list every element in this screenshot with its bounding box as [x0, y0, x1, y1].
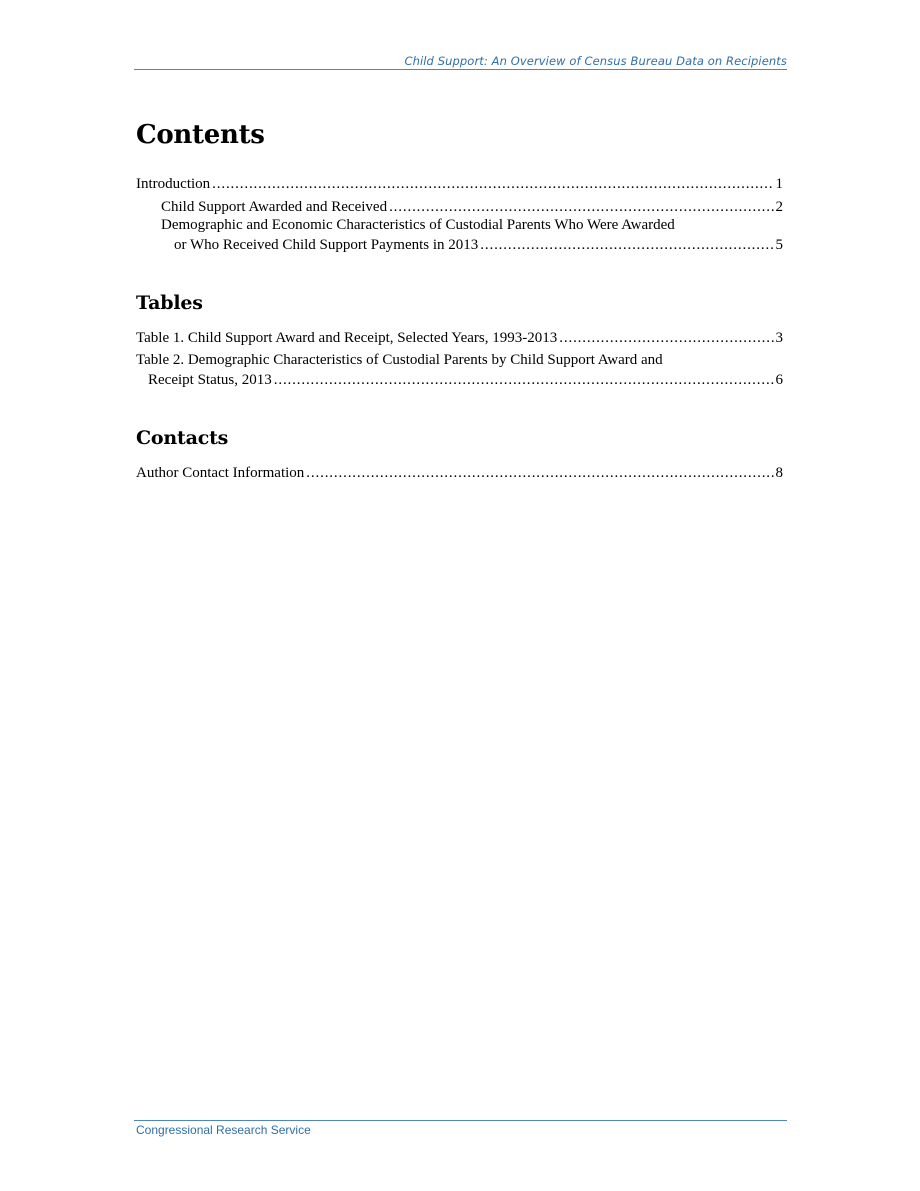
- toc-entry-label-line2: Receipt Status, 2013: [148, 372, 272, 388]
- dot-leader: [306, 463, 773, 483]
- toc-entry-page: 5: [775, 237, 783, 253]
- tables-title: Tables: [136, 292, 203, 314]
- toc-entry-label: Introduction: [136, 176, 211, 192]
- toc-entry-label: Author Contact Information: [136, 465, 305, 481]
- dot-leader: [389, 197, 773, 217]
- toc-entry-page: 1: [775, 176, 783, 192]
- toc-entry-author-contact[interactable]: [136, 463, 783, 483]
- toc-entry-introduction[interactable]: [136, 174, 783, 194]
- contacts-title: Contacts: [136, 427, 229, 449]
- running-header: Child Support: An Overview of Census Bureau Data on Recipients: [404, 54, 787, 68]
- toc-entry-page: 6: [775, 372, 783, 388]
- toc-entry-label-line1: Demographic and Economic Characteristics of Custodial Parents Who Were Awarded: [161, 217, 675, 233]
- toc-entry-label: Child Support Awarded and Received: [161, 199, 388, 215]
- toc-entry-label-line1: Table 2. Demographic Characteristics of Custodial Parents by Child Support Award and: [136, 352, 663, 368]
- toc-entry-label-line2: or Who Received Child Support Payments in 2013: [174, 237, 479, 253]
- toc-entry-page: 3: [775, 330, 783, 346]
- contents-title: Contents: [136, 120, 265, 150]
- dot-leader: [274, 370, 774, 390]
- dot-leader: [212, 174, 773, 194]
- toc-entry-page: 8: [775, 465, 783, 481]
- dot-leader: [559, 328, 773, 348]
- toc-entry-demographic-characteristics[interactable]: [161, 215, 783, 255]
- toc-entry-page: 2: [775, 199, 783, 215]
- dot-leader: [480, 235, 773, 255]
- footer-rule: [134, 1120, 787, 1121]
- toc-entry-table-2[interactable]: [136, 350, 783, 390]
- toc-entry-label: Table 1. Child Support Award and Receipt, Selected Years, 1993-2013: [136, 330, 558, 346]
- header-rule: [134, 69, 787, 70]
- running-footer: Congressional Research Service: [136, 1123, 311, 1137]
- toc-entry-child-support-awarded[interactable]: [161, 197, 783, 217]
- toc-entry-table-1[interactable]: [136, 328, 783, 348]
